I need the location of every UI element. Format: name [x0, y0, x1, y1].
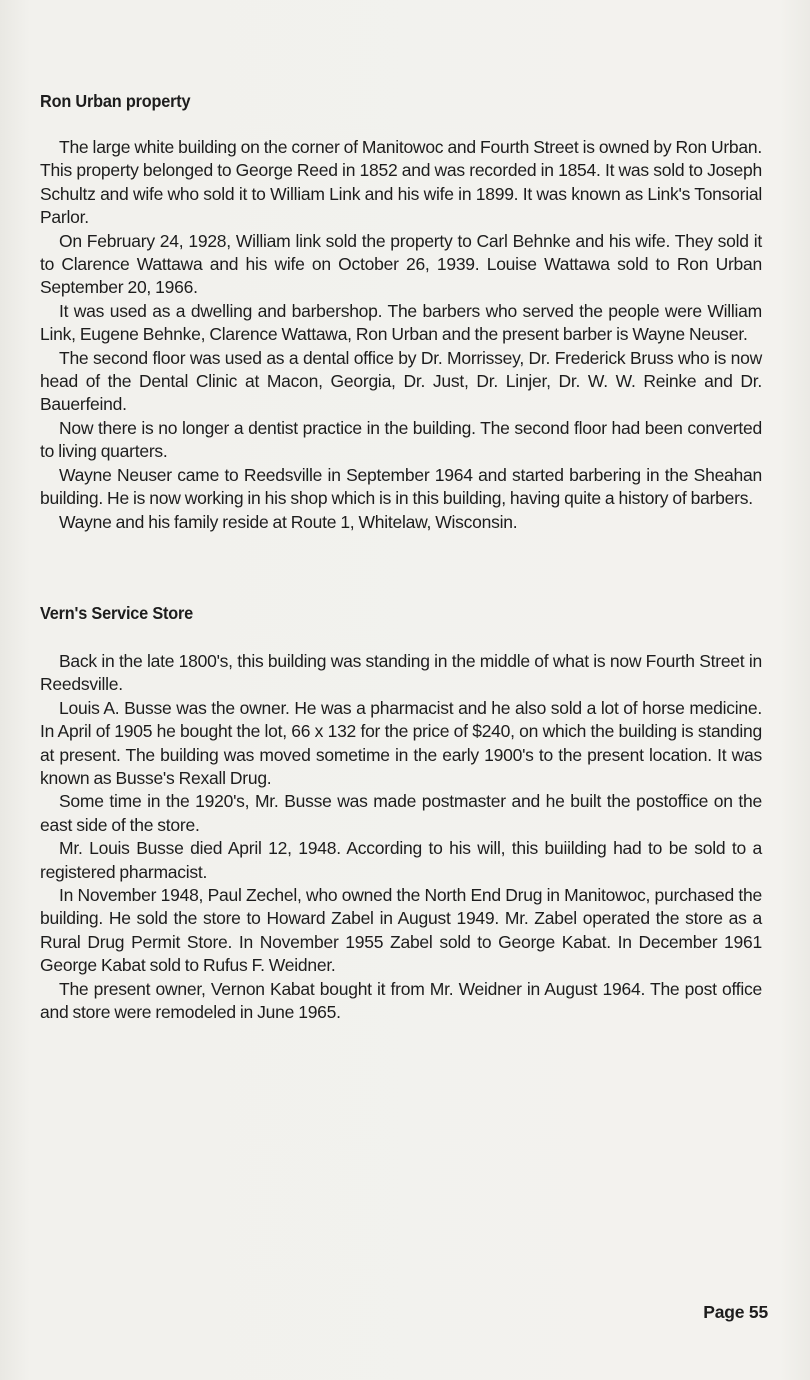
page-number: Page 55	[703, 1302, 768, 1322]
paragraph: Back in the late 1800's, this building was standing in the middle of what is now Fourth Street in Reedsville.	[40, 651, 762, 695]
paragraph: Wayne Neuser came to Reedsville in September 1964 and started barbering in the Sheahan building. He is now working in his shop which is in this building, having quite a history of barbers.	[40, 464, 762, 509]
paragraph: The second floor was used as a dental office by Dr. Morrissey, Dr. Frederick Bruss who is now head of the Dental Clinic at Macon, Georgia, Dr. Just, Dr. Linjer, Dr. W. W. Reinke and Dr. Bauerfeind.	[40, 347, 762, 415]
paragraph: The large white building on the corner of Manitowoc and Fourth Street is owned by Ron Urban. This property belonged to George Reed in 1852 and was recorded in 1854. It was sold to Joseph Schultz and wife who sold it to William Link and his wife in 1899. It was known as Link's Tonsorial Parlor.	[40, 137, 762, 228]
paragraph: Some time in the 1920's, Mr. Busse was made postmaster and he built the postoffice on the east side of the store.	[40, 791, 762, 835]
paragraph: On February 24, 1928, William link sold the property to Carl Behnke and his wife. They sold it to Clarence Wattawa and his wife on October 26, 1939. Louise Wattawa sold to Ron Urban September 20, 1966.	[40, 230, 762, 298]
paragraph: Mr. Louis Busse died April 12, 1948. According to his will, this buiilding had to be sold to a registered pharmacist.	[40, 838, 762, 882]
section-heading-ron-urban	[40, 91, 762, 112]
paragraph: In November 1948, Paul Zechel, who owned the North End Drug in Manitowoc, purchased the building. He sold the store to Howard Zabel in August 1949. Mr. Zabel operated the store as a Rural Drug Permit Store. In November 1955 Zabel sold to George Kabat. In December 1961 George Kabat sold to Rufus F. Weidner.	[40, 885, 762, 976]
section-heading: Ron Urban property	[40, 91, 191, 111]
section-heading: Vern's Service Store	[40, 603, 194, 623]
paragraph: It was used as a dwelling and barbershop. The barbers who served the people were William Link, Eugene Behnke, Clarence Wattawa, Ron Urban and the present barber is Wayne Neuser.	[40, 300, 762, 345]
section-body-ron-urban	[40, 136, 762, 534]
paragraph: Louis A. Busse was the owner. He was a pharmacist and he also sold a lot of horse medicine. In April of 1905 he bought the lot, 66 x 132 for the price of $240, on which the building is standing at present. The building was moved sometime in the early 1900's to the present location. It was known as Busse's Rexall Drug.	[40, 697, 762, 789]
paragraph: Now there is no longer a dentist practice in the building. The second floor had been converted to living quarters.	[40, 417, 762, 462]
section-body-verns-service-store	[40, 650, 762, 1025]
section-heading-verns-service-store	[40, 603, 762, 624]
paragraph: Wayne and his family reside at Route 1, Whitelaw, Wisconsin.	[59, 511, 518, 532]
paragraph: The present owner, Vernon Kabat bought it from Mr. Weidner in August 1964. The post office and store were remodeled in June 1965.	[40, 978, 762, 1023]
